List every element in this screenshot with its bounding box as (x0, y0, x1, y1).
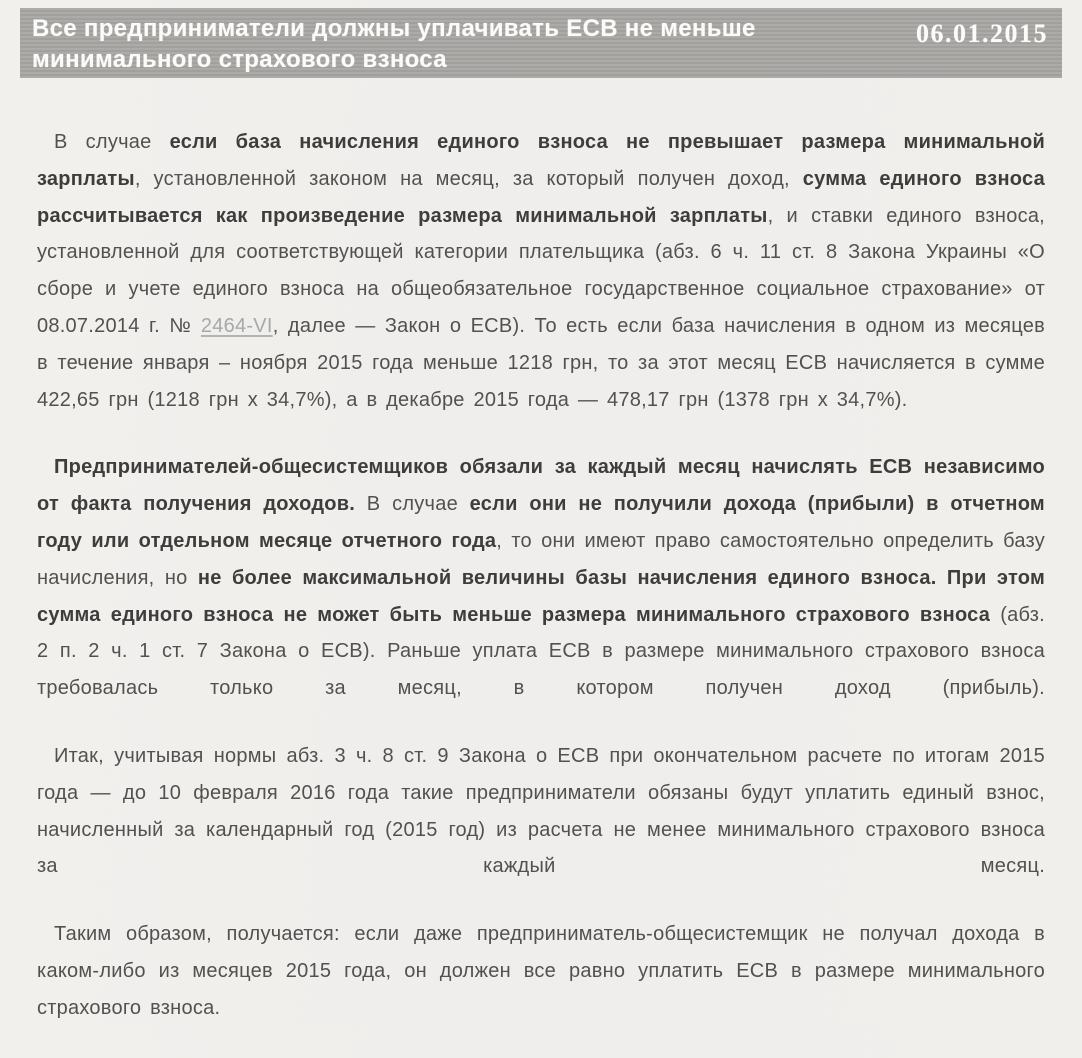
article-body (37, 124, 1045, 1058)
text-segment: , и ставки единого взноса, установленной для соответствующей категории плательщика (абз. 6 ч. 11 ст. 8 Закона Украины «О сборе и учете единого взноса на общеобязательное государственное социальное страхование» от 08.07.2014 г. № (37, 204, 1045, 337)
paragraph (37, 124, 1045, 418)
article-title (32, 13, 756, 75)
text-segment: (абз. 2 п. 2 ч. 1 ст. 7 Закона о ЕСВ). Раньше уплата ЕСВ в размере минимального страхового взноса требовалась только за месяц, в котором получен доход (прибыль). (37, 603, 1045, 700)
text-segment: Предпринимателей-общесистемщиков обязали за каждый месяц начислять ЕСВ независимо от факта получения доходов. (37, 456, 1045, 516)
article-title-line2: минимального страхового взноса (32, 46, 447, 73)
paragraph (37, 449, 1045, 707)
article-title-line1: Все предприниматели должны уплачивать ЕСВ не меньше (32, 15, 756, 42)
text-segment: если они не получили дохода (прибыли) в отчетном году или отдельном месяце отчетного года (37, 493, 1045, 552)
text-segment: не более максимальной величины базы начисления единого взноса. При этом сумма единого взноса не может быть меньше размера минимального страхового взноса (37, 566, 1045, 626)
law-number-link[interactable]: 2464-VI (200, 314, 273, 337)
article-header-bar (20, 8, 1062, 78)
text-segment: если база начисления единого взноса не превышает размера минимальной зарплаты (37, 131, 1045, 190)
text-segment: В случае (355, 493, 470, 516)
text-segment: , далее — Закон о ЕСВ). То есть если база начисления в одном из месяцев в течение января – ноября 2015 года меньше 1218 грн, то за этот месяц ЕСВ начисляется в сумме 422,65 грн (1218 грн х 34,7%), а в декабре 2015 года — 478,17 грн (1378 грн х 34,7%). (37, 314, 1045, 411)
paragraph (37, 916, 1045, 1026)
text-segment: сумма единого взноса рассчитывается как произведение размера минимальной зарплаты (37, 167, 1045, 227)
text-segment: , установленной законом на месяц, за который получен доход, (134, 167, 803, 190)
text-segment: В случае (54, 131, 170, 153)
paragraph (37, 738, 1045, 885)
article-date: 06.01.2015 (916, 19, 1048, 48)
text-segment: Итак, учитывая нормы абз. 3 ч. 8 ст. 9 Закона о ЕСВ при окончательном расчете по итогам 2015 года — до 10 февраля 2016 года такие предприниматели обязаны будут уплатить единый взнос, начисленный за календарный год (2015 год) из расчета не менее минимального страхового взноса за каждый месяц. (37, 744, 1045, 878)
text-segment: Таким образом, получается: если даже предприниматель-общесистемщик не получал дохода в каком-либо из месяцев 2015 года, он должен все равно уплатить ЕСВ в размере минимального страхового взноса. (37, 923, 1045, 1019)
text-segment: , то они имеют право самостоятельно определить базу начисления, но (37, 529, 1045, 589)
